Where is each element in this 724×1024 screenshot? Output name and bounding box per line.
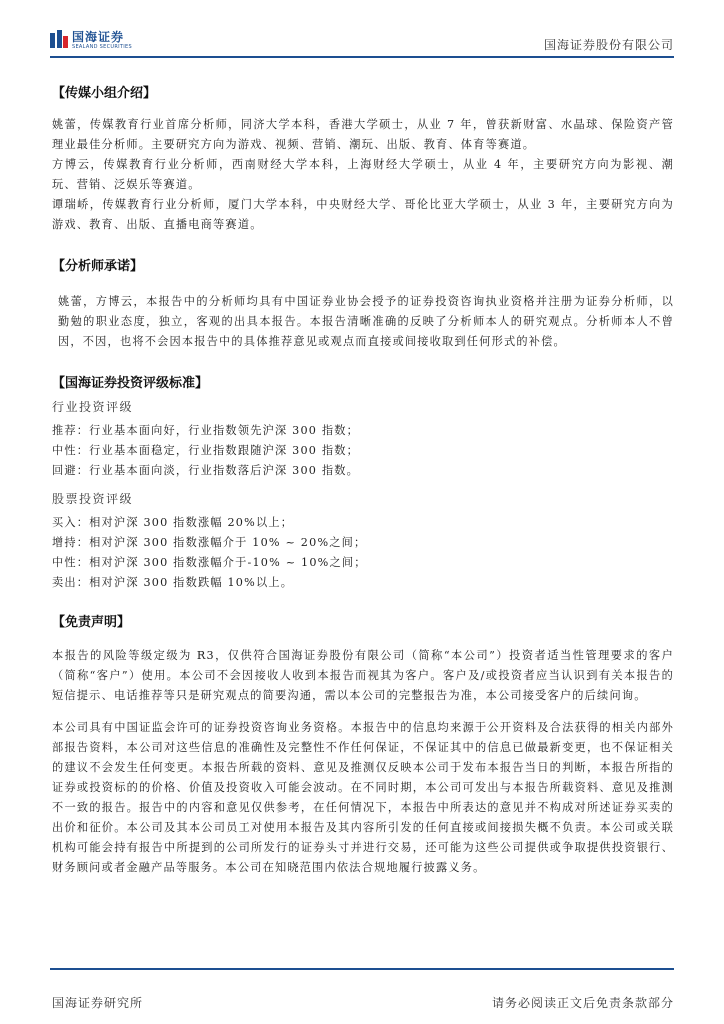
- footer-divider: [50, 968, 674, 970]
- company-logo: [50, 30, 132, 50]
- industry-rating-item: 中性：行业基本面稳定，行业指数跟随沪深 300 指数；: [52, 444, 359, 457]
- disclaimer-section-title: 【免责声明】: [52, 615, 131, 630]
- industry-rating-item: 推荐：行业基本面向好，行业指数领先沪深 300 指数；: [52, 424, 359, 437]
- industry-rating-block: [52, 397, 674, 481]
- team-member-bio: 谭瑞峤，传媒教育行业分析师，厦门大学本科，中央财经大学、哥伦比亚大学硕士，从业 3 年，主要研究方向为游戏、教育、出版、直播电商等赛道。: [52, 198, 674, 231]
- stock-rating-block: [52, 489, 674, 593]
- stock-rating-title: 股票投资评级: [52, 492, 134, 506]
- disclaimer-paragraph: 本公司具有中国证监会许可的证券投资咨询业务资格。本报告中的信息均来源于公开资料及合法获得的相关内部外部报告资料，本公司对这些信息的准确性及完整性不作任何保证，不保证其中的信息已做最新变更，也不保证相关的建议不会发生任何变更。本报告所载的资料、意见及推测仅反映本公司于发布本报告当日的判断，本报告所指的证券或投资标的的价格、价值及投资收入可能会波动。在不同时期，本公司可发出与本报告所载资料、意见及推测不一致的报告。报告中的内容和意见仅供参考，在任何情况下，本报告中所表达的意见并不构成对所述证券买卖的出价和征价。本公司及其本公司员工对使用本报告及其内容所引发的任何直接或间接损失概不负责。本公司或关联机构可能会持有报告中所提到的公司所发行的证券头寸并进行交易，还可能为这些公司提供或争取提供投资银行、财务顾问或者金融产品等服务。本公司在知晓范围内依法合规地履行披露义务。: [52, 721, 674, 874]
- header-divider: [50, 56, 674, 58]
- team-section-title: 【传媒小组介绍】: [52, 86, 157, 101]
- page-header: [50, 28, 674, 58]
- footer-notice: 请务必阅读正文后免责条款部分: [491, 996, 674, 1010]
- logo-name-cn: 国海证券: [72, 29, 125, 44]
- industry-rating-title: 行业投资评级: [52, 400, 134, 414]
- logo-name-en: SEALAND SECURITIES: [72, 43, 132, 50]
- report-body: [52, 82, 674, 878]
- team-member-bio: 方博云，传媒教育行业分析师，西南财经大学本科，上海财经大学硕士，从业 4 年，主要研究方向为影视、潮玩、营销、泛娱乐等赛道。: [52, 158, 674, 191]
- footer-institute: 国海证券研究所: [52, 996, 144, 1010]
- rating-section-title: 【国海证券投资评级标准】: [52, 376, 209, 391]
- stock-rating-item: 买入：相对沪深 300 指数涨幅 20%以上；: [52, 516, 294, 529]
- stock-rating-item: 增持：相对沪深 300 指数涨幅介于 10% ~ 20%之间；: [52, 536, 367, 549]
- team-member-bio: 姚蕾，传媒教育行业首席分析师，同济大学本科，香港大学硕士，从业 7 年，曾获新财富、水晶球、保险资产管理业最佳分析师。主要研究方向为游戏、视频、营销、潮玩、出版、教育、体育等赛道。: [52, 118, 674, 151]
- team-section: [52, 115, 674, 235]
- header-company-name: 国海证券股份有限公司: [543, 38, 674, 52]
- stock-rating-item: 卖出：相对沪深 300 指数跌幅 10%以上。: [52, 576, 294, 589]
- commitment-text: 姚蕾，方博云，本报告中的分析师均具有中国证券业协会授予的证券投资咨询执业资格并注册为证券分析师，以勤勉的职业态度，独立，客观的出具本报告。本报告清晰准确的反映了分析师本人的研究观点。分析师本人不曾因，不因，也将不会因本报告中的具体推荐意见或观点而直接或间接收取到任何形式的补偿。: [58, 295, 674, 348]
- stock-rating-item: 中性：相对沪深 300 指数涨幅介于-10% ~ 10%之间；: [52, 556, 367, 569]
- logo-icon: [50, 30, 68, 50]
- commitment-section-title: 【分析师承诺】: [52, 259, 144, 274]
- disclaimer-paragraph: 本报告的风险等级定级为 R3，仅供符合国海证券股份有限公司（简称“本公司”）投资者适当性管理要求的客户（简称“客户”）使用。本公司不会因接收人收到本报告而视其为客户。客户及/或投资者应当认识到有关本报告的短信提示、电话推荐等只是研究观点的简要沟通，需以本公司的完整报告为准，本公司接受客户的后续问询。: [52, 649, 674, 702]
- industry-rating-item: 回避：行业基本面向淡，行业指数落后沪深 300 指数。: [52, 464, 359, 477]
- page-footer: [50, 994, 674, 1016]
